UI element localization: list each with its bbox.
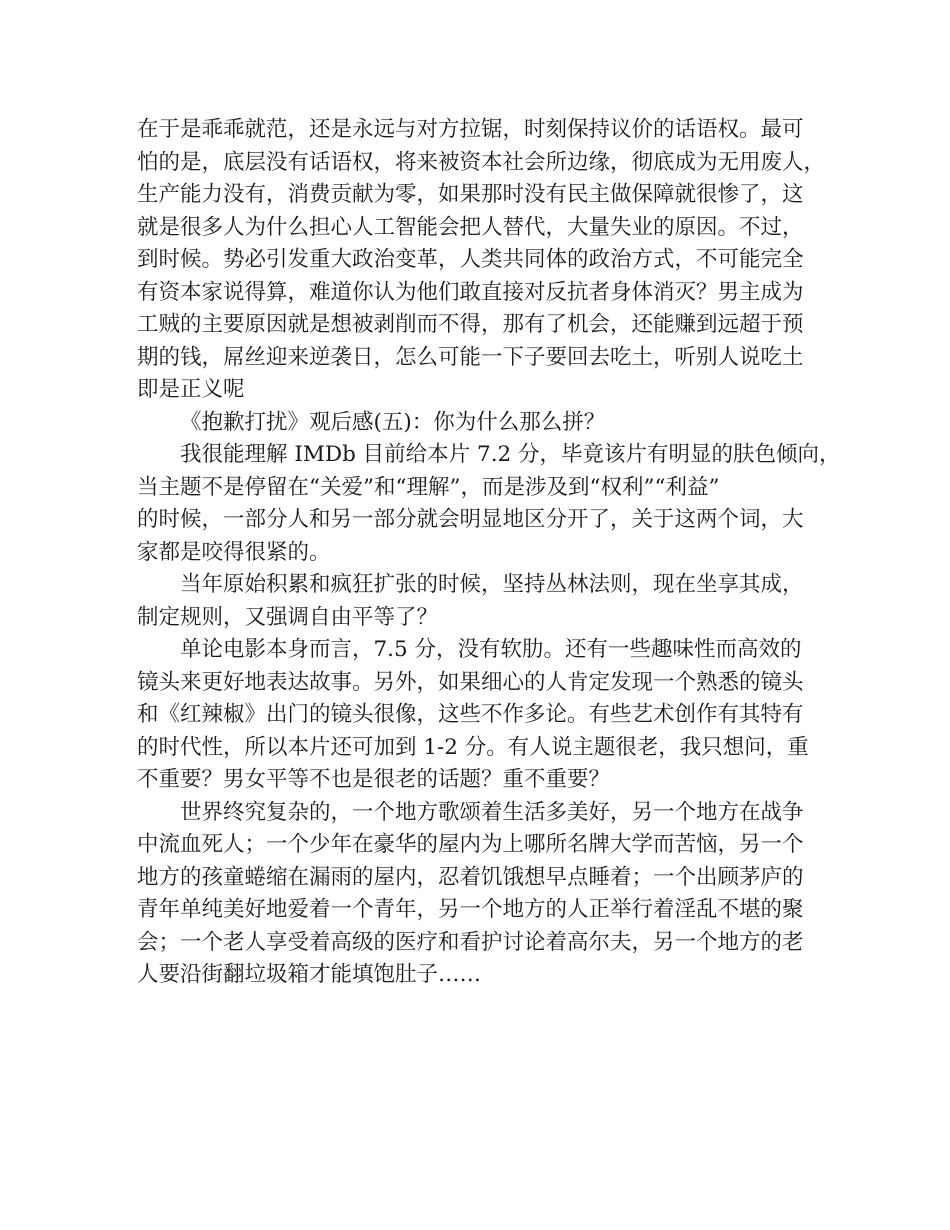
text-line: 青年单纯美好地爱着一个青年，另一个地方的人正举行着淫乱不堪的聚: [137, 897, 804, 922]
text-line: 当年原始积累和疯狂扩张的时候，坚持丛林法则，现在坐享其成，: [180, 572, 804, 597]
text-line: 和《红辣椒》出门的镜头很像，这些不作多论。有些艺术创作有其特有: [137, 702, 804, 727]
text-line: 怕的是，底层没有话语权，将来被资本社会所边缘，彻底成为无用废人，: [137, 149, 826, 175]
text-line: 即是正义呢: [137, 377, 245, 402]
text-line: 单论电影本身而言，7.5 分，没有软肋。还有一些趣味性而高效的: [180, 637, 802, 662]
text-line: 人要沿街翻垃圾箱才能填饱肚子……: [137, 962, 482, 987]
text-line: 有资本家说得算，难道你认为他们敢直接对反抗者身体消灭？男主成为: [137, 279, 804, 305]
text-line: 家都是咬得很紧的。: [137, 539, 331, 565]
text-line: 期的钱，屌丝迎来逆袭日，怎么可能一下子要回去吃土，听别人说吃土: [137, 344, 804, 370]
text-line: 到时候。势必引发重大政治变革，人类共同体的政治方式，不可能完全: [137, 247, 804, 272]
text-line: 制定规则，又强调自由平等了？: [137, 604, 439, 630]
text-line: 不重要？男女平等不也是很老的话题？重不重要？: [137, 767, 611, 792]
text-line: 镜头来更好地表达故事。另外，如果细心的人肯定发现一个熟悉的镜头: [137, 669, 804, 695]
document-body: [137, 114, 841, 992]
text-line: 就是很多人为什么担心人工智能会把人替代，大量失业的原因。不过，: [137, 214, 804, 240]
text-line: 在于是乖乖就范，还是永远与对方拉锯，时刻保持议价的话语权。最可: [137, 117, 804, 142]
text-line: 会；一个老人享受着高级的医疗和看护讨论着高尔夫，另一个地方的老: [137, 929, 804, 955]
text-line: 工贼的主要原因就是想被剥削而不得，那有了机会，还能赚到远超于预: [137, 312, 804, 337]
text-line: 生产能力没有，消费贡献为零，如果那时没有民主做保障就很惨了，这: [137, 182, 804, 207]
text-line: 当主题不是停留在“关爱”和“理解”，而是涉及到“权利”“利益”: [137, 474, 720, 500]
text-line: 我很能理解 IMDb 目前给本片 7.2 分，毕竟该片有明显的肤色倾向，: [180, 442, 841, 467]
text-line: 的时候，一部分人和另一部分就会明显地区分开了，关于这两个词，大: [137, 507, 804, 532]
text-line: 世界终究复杂的，一个地方歌颂着生活多美好，另一个地方在战争: [180, 799, 804, 825]
text-line: 中流血死人；一个少年在豪华的屋内为上哪所名牌大学而苦恼，另一个: [137, 832, 804, 857]
text-line: 地方的孩童蜷缩在漏雨的屋内，忍着饥饿想早点睡着；一个出顾茅庐的: [137, 864, 804, 890]
section-heading: 《抱歉打扰》观后感(五)：你为什么那么拼？: [180, 409, 606, 435]
text-line: 的时代性，所以本片还可加到 1-2 分。有人说主题很老，我只想问，重: [137, 734, 809, 760]
